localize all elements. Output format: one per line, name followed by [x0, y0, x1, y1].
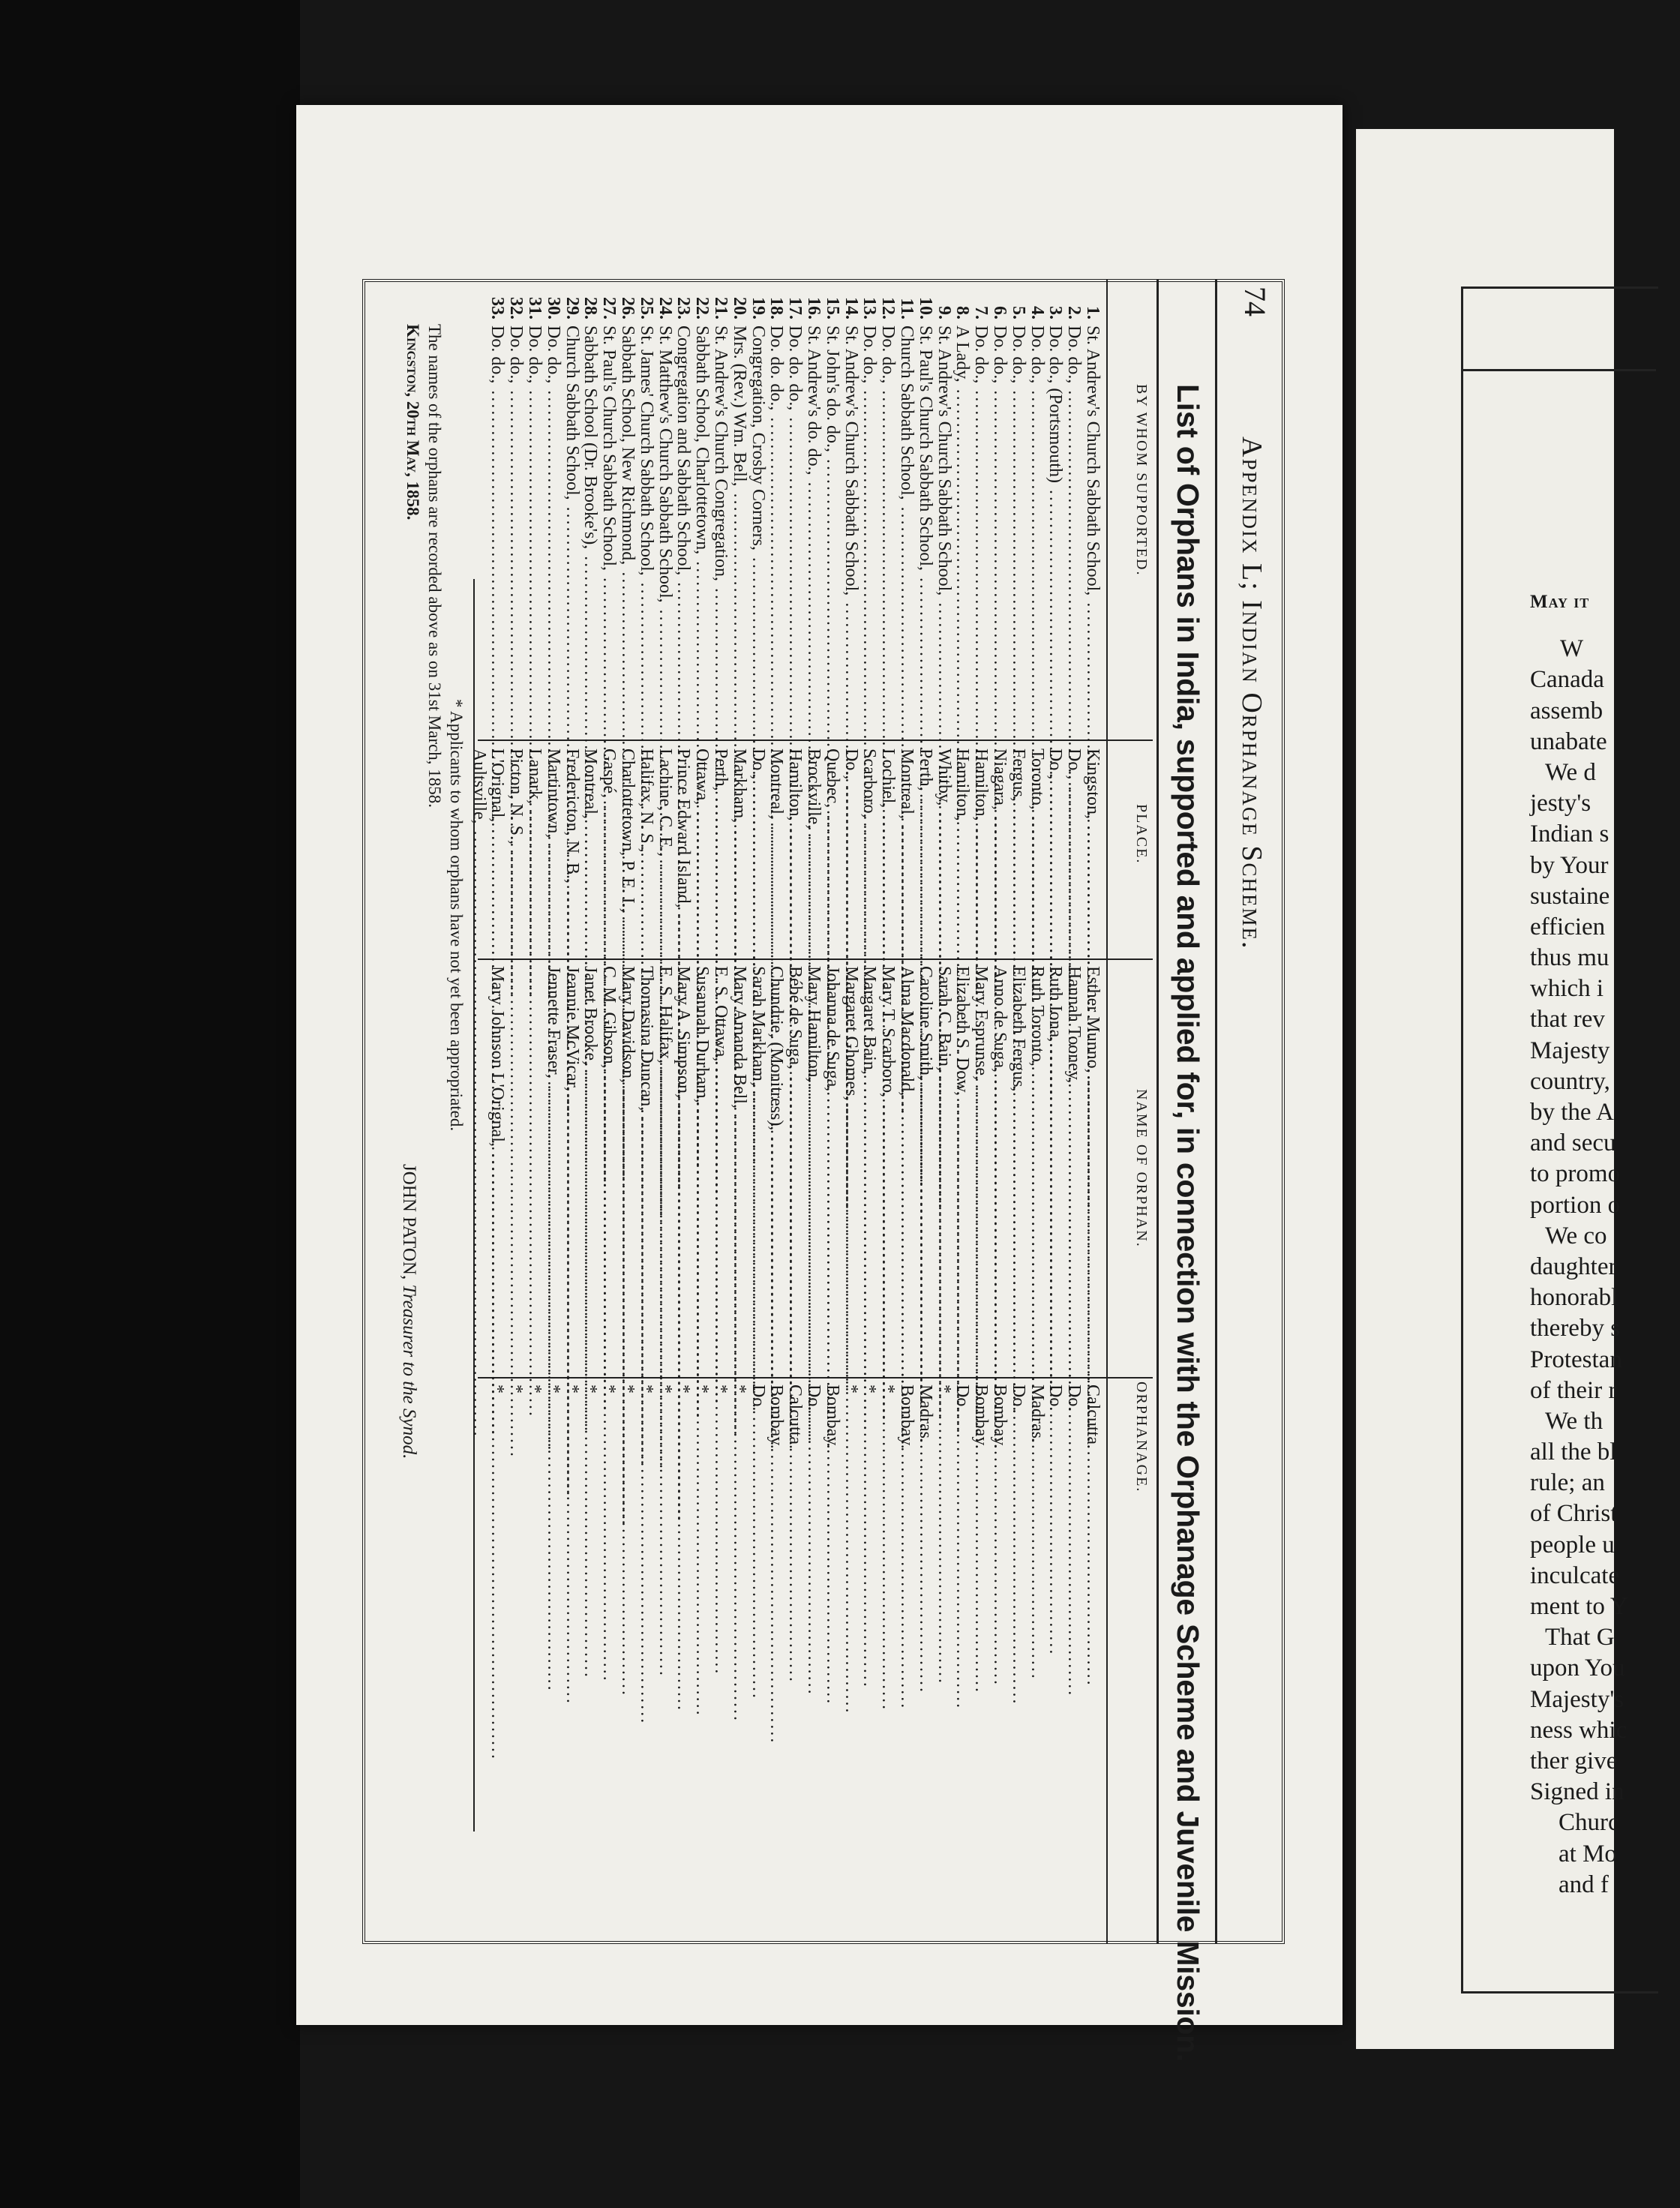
supporter-cell: Do. do. do., ..... — [767, 326, 786, 736]
table-row — [692, 279, 711, 1944]
supporter-cell: Do. do., ..... — [488, 326, 507, 736]
supporter-cell: Do. do. do., ..... — [785, 326, 804, 736]
place-cell: Prince Edward Island, ..... — [674, 748, 693, 952]
facing-page-line: Signed in — [1530, 1778, 1624, 1806]
facing-page-line: ther give — [1530, 1747, 1618, 1774]
supporter-cell: St. James' Church Sabbath School, ..... — [637, 326, 656, 736]
table-row — [674, 279, 693, 1944]
facing-page-line: sustaine — [1530, 882, 1610, 910]
facing-page-line: people u — [1530, 1531, 1615, 1558]
facing-page-line: and secu — [1530, 1130, 1616, 1157]
supporter-cell: Do. do., ..... — [525, 326, 544, 736]
facing-page-line: which i — [1530, 975, 1604, 1003]
facing-page-line: Protestan — [1530, 1346, 1622, 1373]
orphan-name-cell: C. M. Gibson, ..... — [599, 966, 618, 1372]
row-number: 14. — [841, 297, 861, 320]
facing-page-line: efficien — [1530, 913, 1606, 940]
orphan-name-cell: Mary T. Scarboro, ..... — [878, 966, 897, 1372]
supporter-cell: Do. do., ..... — [878, 326, 897, 736]
supporter-cell: Do. do., ..... — [1028, 326, 1046, 736]
column-header-name: NAME OF ORPHAN. — [1133, 1089, 1150, 1248]
orphanage-cell: Madras. — [1027, 1384, 1047, 1443]
facing-page-line: We th — [1545, 1407, 1604, 1435]
table-row — [1064, 279, 1083, 1944]
orphan-name-cell: Mary Amanda Bell, ..... — [730, 966, 748, 1372]
row-number: 26. — [618, 297, 638, 320]
row-number: 13. — [860, 297, 880, 320]
column-header-orphanage: ORPHANAGE. — [1133, 1382, 1150, 1493]
row-number: 11. — [897, 298, 917, 320]
orphanage-cell: * — [488, 1384, 508, 1394]
table-row — [916, 279, 934, 1944]
table-row — [990, 279, 1009, 1944]
row-number: 31. — [525, 297, 545, 320]
table-row — [1046, 279, 1065, 1944]
row-number: 15. — [822, 297, 842, 320]
table-row — [1083, 279, 1102, 1944]
orphan-name-cell: Ruth Iona, ..... — [1046, 966, 1065, 1372]
facing-page-line: inculcate — [1530, 1562, 1620, 1589]
table-row — [1028, 279, 1046, 1944]
row-number: 23. — [674, 297, 694, 320]
column-header-whom: BY WHOM SUPPORTED. — [1133, 384, 1150, 577]
table-row — [599, 279, 618, 1944]
table-row — [860, 279, 879, 1944]
table-row — [878, 279, 897, 1944]
facing-page-line: Majesty — [1530, 1036, 1610, 1064]
orphan-table — [470, 279, 1102, 1944]
place-cell: Do., ..... — [842, 748, 860, 952]
table-row — [507, 279, 526, 1944]
place-cell: Hamilton, ..... — [971, 748, 990, 952]
supporter-cell: St. Andrew's Church Sabbath School, ..... — [1083, 326, 1102, 736]
facing-page-line: That G — [1545, 1624, 1615, 1652]
row-number: 28. — [580, 297, 601, 320]
supporter-cell: Sabbath School (Dr. Brooke's), ..... — [581, 326, 600, 736]
orphanage-cell: * — [543, 1384, 563, 1394]
orphanage-cell: Do. — [1064, 1384, 1084, 1412]
row-number: 9. — [934, 306, 954, 320]
place-cell: Do., ..... — [1046, 748, 1065, 952]
facing-page-line: that rev — [1530, 1006, 1605, 1034]
facing-page-line: upon You — [1530, 1654, 1625, 1682]
row-number: 1. — [1083, 306, 1102, 320]
facing-page-line: honorabl — [1530, 1284, 1618, 1312]
orphanage-cell: * — [729, 1384, 749, 1394]
facing-page-line: Indian s — [1530, 820, 1610, 848]
orphanage-cell: Calcutta. — [1083, 1384, 1102, 1449]
orphan-name-cell: Alma Macdonald, ..... — [897, 966, 916, 1372]
orphan-name-cell: Mary Davidson, ..... — [618, 966, 637, 1372]
row-number: 20. — [729, 297, 749, 320]
supporter-cell: St. Andrew's Church Sabbath School, ..... — [934, 326, 953, 736]
orphanage-cell: * — [599, 1384, 620, 1394]
place-cell: Kingston, ..... — [1083, 748, 1102, 952]
place-cell: Fredericton, N. B., ..... — [562, 748, 581, 952]
orphan-name-cell: Elizabeth Fergus, ..... — [1009, 966, 1028, 1372]
orphan-name-cell: Sarah Markham, ..... — [748, 966, 767, 1372]
facing-page-line: by Your — [1530, 851, 1609, 879]
table-row — [525, 279, 544, 1944]
orphan-name-cell: Susannah Durham, ..... — [692, 966, 711, 1372]
orphanage-cell: Bombay. — [822, 1384, 842, 1449]
row-number: 29. — [562, 297, 582, 320]
place-cell: Do., ..... — [1064, 748, 1083, 952]
facing-page-line: portion o — [1530, 1191, 1621, 1219]
supporter-cell: St. Andrew's Church Congregation, ..... — [711, 326, 730, 736]
orphanage-cell: * — [562, 1384, 582, 1394]
supporter-cell: Do. do., ..... — [860, 326, 879, 736]
orphanage-cell: Bombay. — [766, 1384, 787, 1449]
table-row — [1009, 279, 1028, 1944]
place-cell: Toronto, ..... — [1028, 748, 1046, 952]
row-number: 16. — [804, 297, 824, 320]
row-number: 19. — [748, 297, 768, 320]
orphanage-cell: * — [636, 1384, 656, 1394]
orphan-name-cell: E. S. Halifax, ..... — [656, 966, 674, 1372]
supporter-cell: Mrs. (Rev.) Wm. Bell, ..... — [730, 326, 748, 736]
table-row — [767, 279, 786, 1944]
row-number: 7. — [971, 306, 992, 320]
scan-background — [0, 0, 300, 2208]
row-number: 18. — [766, 297, 787, 320]
supporter-cell: Do. do., ..... — [1009, 326, 1028, 736]
place-cell: Montreal, ..... — [897, 748, 916, 952]
orphanage-cell: * — [655, 1384, 675, 1394]
supporter-cell: St. Andrew's do. do., ..... — [804, 326, 823, 736]
table-row — [470, 279, 488, 1944]
orphan-name-cell: Mary Hamilton, ..... — [804, 966, 823, 1372]
facing-page-line: assemb — [1530, 697, 1604, 724]
supporter-cell: Church Sabbath School, ..... — [897, 326, 916, 736]
facing-page-line: ment to Y — [1530, 1593, 1628, 1620]
table-row — [581, 279, 600, 1944]
row-number: 25. — [636, 297, 656, 320]
row-number: 3. — [1046, 306, 1066, 320]
row-number: 30. — [543, 297, 563, 320]
supporter-cell: A Lady, ..... — [953, 326, 972, 736]
place-cell: Scarboro, ..... — [860, 748, 879, 952]
orphan-name-cell: Johanna de Suga, ..... — [823, 966, 842, 1372]
orphan-name-cell: Margaret Bain, ..... — [860, 966, 879, 1372]
row-number: 6. — [990, 306, 1010, 320]
divider — [1461, 369, 1656, 371]
table-row — [748, 279, 767, 1944]
table-row — [823, 279, 842, 1944]
supporter-cell: Do. do., ..... — [990, 326, 1009, 736]
table-row — [562, 279, 581, 1944]
place-cell: Brockville, ..... — [804, 748, 823, 952]
facing-page-line: of Christ — [1530, 1500, 1618, 1528]
facing-page-line: Majesty's — [1530, 1685, 1624, 1713]
footnote-place-date: Kingston, 20th May, 1858. — [404, 324, 422, 520]
row-number: 27. — [599, 297, 620, 320]
page-number: 74 — [1238, 286, 1272, 316]
place-cell: Charlottetown, P. E. I., ..... — [618, 748, 637, 952]
orphan-name-cell: Ruth Toronto, ..... — [1028, 966, 1046, 1372]
table-row — [804, 279, 823, 1944]
place-cell: Halifax, N. S., ..... — [637, 748, 656, 952]
orphan-name-cell: Jennette Fraser, ..... — [544, 966, 562, 1372]
footnote-line: The names of the orphans are recorded above as on 31st March, 1858. — [425, 324, 444, 808]
orphanage-cell: * — [618, 1384, 638, 1394]
table-row — [971, 279, 990, 1944]
orphanage-cell: * — [580, 1384, 601, 1394]
place-cell: Hamilton, ..... — [785, 748, 804, 952]
facing-page-line: Canada — [1530, 666, 1604, 694]
orphanage-cell: * — [860, 1384, 880, 1394]
supporter-cell: Do. do., ..... — [507, 326, 526, 736]
facing-page-line: country, — [1530, 1067, 1610, 1095]
place-cell: Montreal, ..... — [767, 748, 786, 952]
row-number: 10. — [915, 297, 935, 320]
orphanage-cell: Calcutta. — [785, 1384, 806, 1449]
orphanage-cell: * — [711, 1384, 731, 1394]
orphanage-cell: * — [841, 1384, 861, 1394]
place-cell: Fergus, ..... — [1009, 748, 1028, 952]
place-cell: Do., ..... — [748, 748, 767, 952]
place-cell: Markham, ..... — [730, 748, 748, 952]
table-row — [842, 279, 860, 1944]
orphanage-cell: Bombay. — [971, 1384, 992, 1449]
place-cell: Picton, N. S., ..... — [507, 748, 526, 952]
orphan-name-cell: Elizabeth S. Dow, ..... — [953, 966, 972, 1372]
supporter-cell: Do. do., ..... — [544, 326, 562, 736]
place-cell: Perth, ..... — [916, 748, 934, 952]
row-number: 12. — [878, 297, 898, 320]
orphanage-cell: * — [692, 1384, 712, 1394]
place-cell: Lochiel, ..... — [878, 748, 897, 952]
table-row — [934, 279, 953, 1944]
orphan-name-cell: Mary A. Simpson, ..... — [674, 966, 693, 1372]
place-cell: Quebec, ..... — [823, 748, 842, 952]
table-row — [730, 279, 748, 1944]
facing-page-line: We co — [1545, 1222, 1607, 1250]
orphanage-cell: * — [934, 1384, 954, 1394]
orphanage-cell: Bombay. — [897, 1384, 917, 1449]
orphanage-cell: Do. — [804, 1384, 824, 1412]
facing-page-line: May it — [1530, 592, 1590, 612]
supporter-cell: St. John's do. do., ..... — [823, 326, 842, 736]
supporter-cell: St. Matthew's Church Sabbath School, ..... — [656, 326, 674, 736]
row-number: 17. — [785, 297, 806, 320]
supporter-cell: Do. do., ..... — [1064, 326, 1083, 736]
facing-page-line: of their r — [1530, 1376, 1617, 1404]
table-row — [785, 279, 804, 1944]
divider — [1156, 279, 1159, 1944]
table-row — [637, 279, 656, 1944]
table-row — [656, 279, 674, 1944]
divider — [1106, 279, 1108, 1944]
orphan-name-cell: Esther Munno, ..... — [1083, 966, 1102, 1372]
orphan-name-cell: Margaret Ghomes, ..... — [842, 966, 860, 1372]
facing-page-line: by the A — [1530, 1099, 1614, 1126]
row-number: 21. — [711, 297, 731, 320]
place-cell: Montreal, ..... — [581, 748, 600, 952]
place-cell: Hamilton, ..... — [953, 748, 972, 952]
facing-page-line: W — [1560, 635, 1584, 663]
signature-title: Treasurer to the Synod. — [399, 1284, 419, 1460]
supporter-cell: St. Andrew's Church Sabbath School, ..... — [842, 326, 860, 736]
row-number: 24. — [655, 297, 675, 320]
facing-page-line: We d — [1545, 758, 1596, 786]
place-cell: Niagara, ..... — [990, 748, 1009, 952]
orphanage-cell: * — [878, 1384, 898, 1394]
row-number: 33. — [488, 297, 508, 320]
orphan-name-cell: E. S. Ottawa, ..... — [711, 966, 730, 1372]
orphanage-cell: * — [525, 1384, 545, 1394]
table-row — [544, 279, 562, 1944]
column-header-place: PLACE. — [1133, 804, 1150, 865]
facing-page-line: thus mu — [1530, 944, 1610, 972]
supporter-cell: Do. do., (Portsmouth) ..... — [1046, 326, 1065, 736]
orphan-name-cell: Thomasina Duncan, ..... — [637, 966, 656, 1372]
place-cell: Ottawa, ..... — [692, 748, 711, 952]
facing-page-line: to promo — [1530, 1160, 1621, 1188]
supporter-cell: Do. do., ..... — [971, 326, 990, 736]
facing-page-line: jesty's — [1530, 790, 1592, 818]
table-row — [711, 279, 730, 1944]
row-number: 22. — [692, 297, 712, 320]
orphan-name-cell: Jeannie McVicar, ..... — [562, 966, 581, 1372]
row-number: 32. — [506, 297, 526, 320]
orphanage-cell: Do. — [748, 1384, 768, 1412]
facing-page-line: daughter — [1530, 1252, 1617, 1280]
place-cell: Lanark, ..... — [525, 748, 544, 952]
table-row — [618, 279, 637, 1944]
place-cell: Gaspé, ..... — [599, 748, 618, 952]
facing-page-line: all the bl — [1530, 1438, 1617, 1466]
row-number: 2. — [1064, 306, 1084, 320]
place-cell: Martintown, ..... — [544, 748, 562, 952]
footnote-star: * Applicants to whom orphans have not yet been appropriated. — [447, 699, 466, 1132]
supporter-cell: St. Paul's Church Sabbath School, ..... — [916, 326, 934, 736]
place-cell: Lachine, C. E., ..... — [656, 748, 674, 952]
divider — [1215, 279, 1217, 1944]
supporter-cell: Church Sabbath School, ..... — [562, 326, 581, 736]
facing-page-line: and f — [1558, 1870, 1609, 1898]
supporter-cell: St. Paul's Church Sabbath School, ..... — [599, 326, 618, 736]
orphanage-cell: Do. — [1046, 1384, 1066, 1412]
running-head-title: Appendix L; Indian Orphanage Scheme. — [1236, 436, 1268, 950]
orphanage-cell: * — [674, 1384, 694, 1394]
supporter-cell: Congregation, Crosby Corners, ..... — [748, 326, 767, 736]
orphan-name-cell: Caroline Smith, ..... — [916, 966, 934, 1372]
facing-page-text — [1530, 586, 1680, 1900]
facing-page-line: thereby s — [1530, 1315, 1621, 1342]
orphan-name-cell: Mary Esprunse, ..... — [971, 966, 990, 1372]
orphanage-cell: Do. — [1008, 1384, 1028, 1412]
orphanage-cell: Madras. — [915, 1384, 935, 1443]
facing-page-line: Churc — [1558, 1809, 1619, 1837]
facing-page — [1356, 129, 1628, 2049]
running-head — [1228, 279, 1273, 1929]
supporter-cell: Sabbath School, New Richmond, ..... — [618, 326, 637, 736]
row-number: 4. — [1027, 306, 1047, 320]
place-cell: Aultsville, ..... — [470, 748, 488, 952]
table-row — [953, 279, 972, 1944]
signature-name: JOHN PATON, — [399, 1164, 419, 1280]
facing-page-line: unabate — [1530, 728, 1607, 755]
orphanage-cell: * — [506, 1384, 526, 1394]
orphan-name-cell: Sarah C. Bain, ..... — [934, 966, 953, 1372]
table-row — [897, 279, 916, 1944]
place-cell: L'Orignal, ..... — [488, 748, 507, 952]
table-title: List of Orphans in India, supported and applied for, in connection with the Orphanage Scheme and Juvenile Mission. — [1171, 384, 1205, 2062]
supporter-cell: Sabbath School, Charlottetown, ..... — [692, 326, 711, 736]
row-number: 8. — [952, 306, 973, 320]
place-cell: Perth, ..... — [711, 748, 730, 952]
row-number: 5. — [1008, 306, 1028, 320]
supporter-cell: Congregation and Sabbath School, ..... — [674, 326, 693, 736]
signature — [398, 1164, 419, 1459]
orphan-name-cell: Chundrie, (Monitress), ..... — [767, 966, 786, 1372]
orphan-name-cell: Hannah Tooney, ..... — [1064, 966, 1083, 1372]
orphan-name-cell: Bébé de Suga, ..... — [785, 966, 804, 1372]
place-cell: Whitby, ..... — [934, 748, 953, 952]
facing-page-line: ness whic — [1530, 1716, 1628, 1744]
facing-page-line: rule; an — [1530, 1469, 1605, 1497]
facing-page-line: at Mo — [1558, 1840, 1617, 1868]
table-row — [488, 279, 507, 1944]
orphan-name-cell: Mary Johnson L'Orignal, ..... — [488, 966, 507, 1372]
orphan-name-cell: Janet Brooke, ..... — [581, 966, 600, 1372]
divider — [473, 579, 475, 1832]
orphan-name-cell: Anno de Suga, ..... — [990, 966, 1009, 1372]
rotated-page-content — [362, 279, 1285, 2062]
orphanage-cell: Do. — [952, 1384, 973, 1412]
footnotes — [402, 324, 467, 1824]
orphanage-cell: Bombay. — [990, 1384, 1010, 1449]
